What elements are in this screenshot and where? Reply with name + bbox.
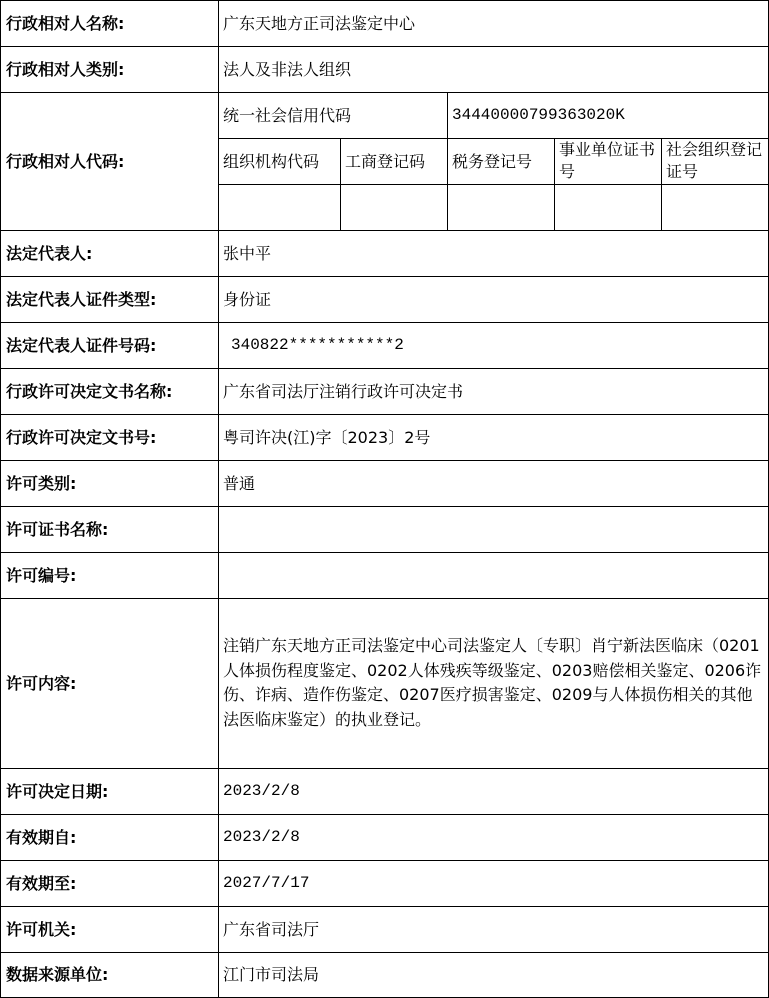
label-valid-from: 有效期自: bbox=[0, 814, 219, 861]
institution-cert-header: 事业单位证书号 bbox=[554, 138, 662, 185]
tax-reg-value bbox=[447, 184, 555, 231]
value-permit-number bbox=[218, 552, 769, 599]
business-reg-header: 工商登记码 bbox=[340, 138, 448, 185]
value-permit-type: 普通 bbox=[218, 460, 769, 507]
label-code: 行政相对人代码: bbox=[0, 92, 219, 231]
label-valid-to: 有效期至: bbox=[0, 860, 219, 907]
value-id-number: 340822***********2 bbox=[218, 322, 769, 369]
tax-reg-header: 税务登记号 bbox=[447, 138, 555, 185]
label-doc-number: 行政许可决定文书号: bbox=[0, 414, 219, 461]
value-cert-name bbox=[218, 506, 769, 553]
value-category: 法人及非法人组织 bbox=[218, 46, 769, 93]
label-cert-name: 许可证书名称: bbox=[0, 506, 219, 553]
value-authority: 广东省司法厅 bbox=[218, 906, 769, 953]
value-valid-to: 2027/7/17 bbox=[218, 860, 769, 907]
business-reg-value bbox=[340, 184, 448, 231]
label-id-number: 法定代表人证件号码: bbox=[0, 322, 219, 369]
label-authority: 许可机关: bbox=[0, 906, 219, 953]
institution-cert-value bbox=[554, 184, 662, 231]
value-doc-name: 广东省司法厅注销行政许可决定书 bbox=[218, 368, 769, 415]
label-decision-date: 许可决定日期: bbox=[0, 768, 219, 815]
value-doc-number: 粤司许决(江)字〔2023〕2号 bbox=[218, 414, 769, 461]
label-name: 行政相对人名称: bbox=[0, 0, 219, 47]
value-id-type: 身份证 bbox=[218, 276, 769, 323]
label-id-type: 法定代表人证件类型: bbox=[0, 276, 219, 323]
label-permit-number: 许可编号: bbox=[0, 552, 219, 599]
uscc-label: 统一社会信用代码 bbox=[218, 92, 448, 139]
uscc-value: 34440000799363020K bbox=[447, 92, 769, 139]
value-legal-rep: 张中平 bbox=[218, 230, 769, 277]
label-legal-rep: 法定代表人: bbox=[0, 230, 219, 277]
social-org-cert-value bbox=[661, 184, 769, 231]
value-data-source: 江门市司法局 bbox=[218, 952, 769, 998]
label-data-source: 数据来源单位: bbox=[0, 952, 219, 998]
value-decision-date: 2023/2/8 bbox=[218, 768, 769, 815]
org-code-value bbox=[218, 184, 341, 231]
value-name: 广东天地方正司法鉴定中心 bbox=[218, 0, 769, 47]
label-category: 行政相对人类别: bbox=[0, 46, 219, 93]
label-permit-type: 许可类别: bbox=[0, 460, 219, 507]
value-permit-content: 注销广东天地方正司法鉴定中心司法鉴定人〔专职〕肖宁新法医临床（0201人体损伤程度鉴定、0202人体残疾等级鉴定、0203赔偿相关鉴定、0206诈伤、诈病、造作伤鉴定、0207医疗损害鉴定、0209与人体损伤相关的其他法医临床鉴定）的执业登记。 bbox=[218, 598, 769, 769]
label-doc-name: 行政许可决定文书名称: bbox=[0, 368, 219, 415]
value-valid-from: 2023/2/8 bbox=[218, 814, 769, 861]
social-org-cert-header: 社会组织登记证号 bbox=[661, 138, 769, 185]
org-code-header: 组织机构代码 bbox=[218, 138, 341, 185]
label-permit-content: 许可内容: bbox=[0, 598, 219, 769]
